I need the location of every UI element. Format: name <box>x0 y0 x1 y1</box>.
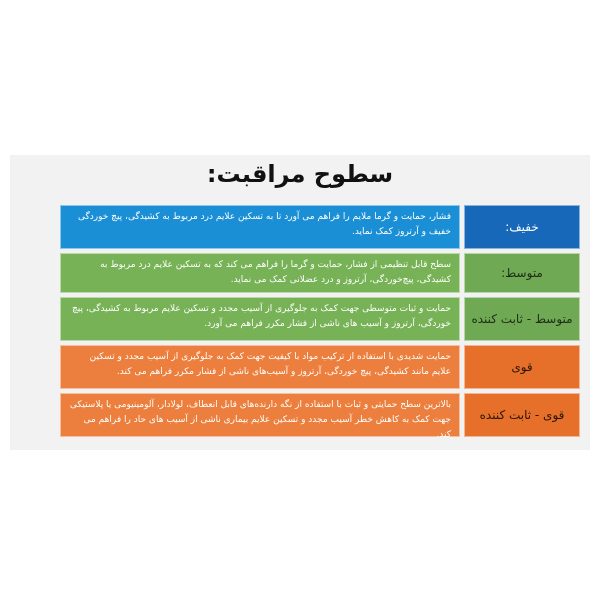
level-row-strong-stabilizing <box>60 393 580 440</box>
level-row-strong <box>60 345 580 389</box>
level-description: فشار، حمایت و گرما ملایم را فراهم می آورد تا به تسکین علایم درد مربوط به کشیدگی، پیچ خوردگی خفیف و آرتروز کمک نماید. <box>60 205 460 249</box>
level-row-moderate-stabilizing <box>60 297 580 341</box>
page-title: سطوح مراقبت: <box>206 160 394 188</box>
level-label: قوی - ثابت کننده <box>464 393 580 437</box>
level-description: سطح قابل تنظیمی از فشار، حمایت و گرما را فراهم می کند که به تسکین علایم درد مربوط به کشیدگی، پیچ‌خوردگی، آرتروز و درد عضلانی کمک می نماید. <box>60 253 460 293</box>
level-label: متوسط - ثابت کننده <box>464 297 580 341</box>
level-label: قوی <box>464 345 580 389</box>
level-description: بالاترین سطح حمایتی و ثبات با استفاده از نگه دارنده‌های قابل انعطاف، لولادار، آلومینیومی یا پلاستیکی جهت کمک به کاهش خطر آسیب مجدد و تسکین علایم بیماری ناشی از آسیب های حاد را فراهم می کند. <box>60 393 460 437</box>
level-row-mild <box>60 205 580 249</box>
level-label: متوسط: <box>464 253 580 293</box>
level-label: خفیف: <box>464 205 580 249</box>
level-description: حمایت و ثبات متوسطی جهت کمک به جلوگیری از آسیب مجدد و تسکین علایم مربوط به کشیدگی، پیچ خوردگی، آرتروز و آسیب های ناشی از فشار مکرر فراهم می آورد. <box>60 297 460 341</box>
level-row-moderate <box>60 253 580 293</box>
level-description: حمایت شدیدی با استفاده از ترکیب مواد با کیفیت جهت کمک به جلوگیری از آسیب مجدد و تسکین علایم مانند کشیدگی، پیچ خوردگی، آرتروز و آسیب‌های ناشی از فشار مکرر فراهم می کند. <box>60 345 460 389</box>
